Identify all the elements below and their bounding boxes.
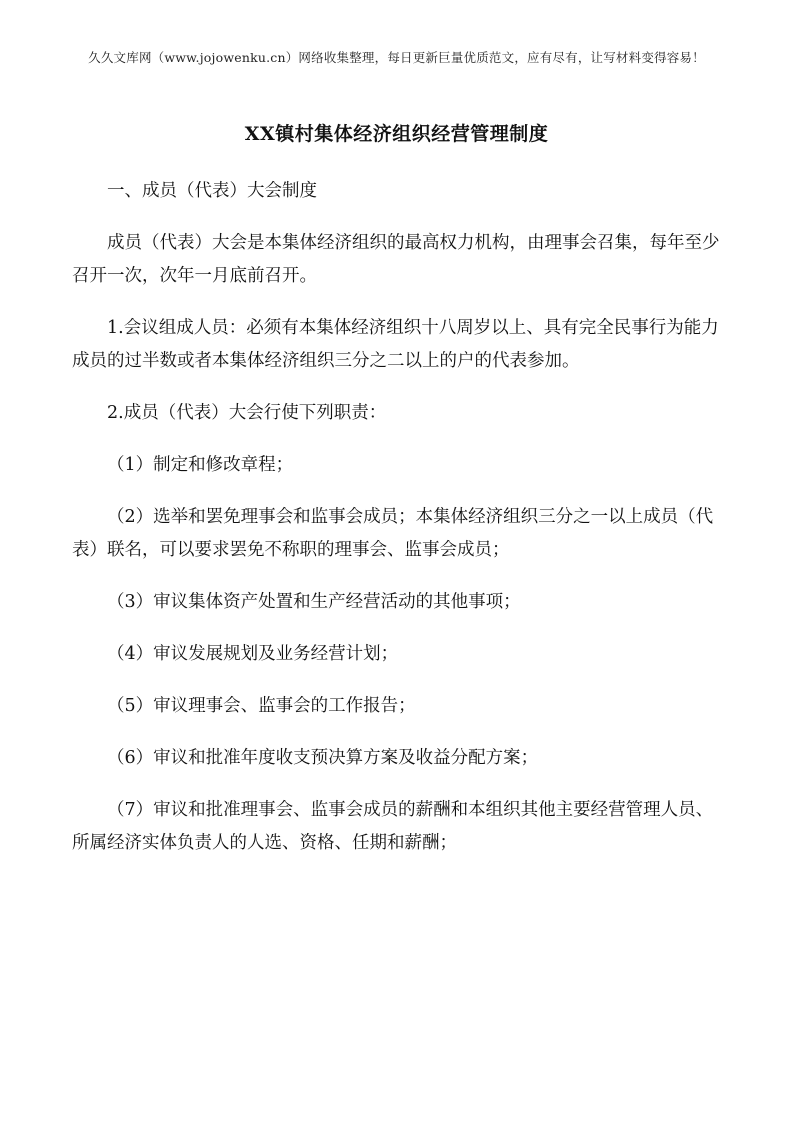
paragraph: 1.会议组成人员：必须有本集体经济组织十八周岁以上、具有完全民事行为能力成员的过半数或者本集体经济组织三分之二以上的户的代表参加。 — [72, 318, 719, 371]
list-item: （6）审议和批准年度收支预决算方案及收益分配方案； — [107, 748, 539, 768]
list-item: （4）审议发展规划及业务经营计划； — [107, 644, 399, 664]
document-title: XX镇村集体经济组织经营管理制度 — [244, 123, 549, 145]
paragraph: 成员（代表）大会是本集体经济组织的最高权力机构，由理事会召集，每年至少召开一次，次年一月底前召开。 — [72, 233, 720, 286]
section-heading: 一、成员（代表）大会制度 — [107, 181, 317, 201]
list-item: （1）制定和修改章程； — [107, 455, 294, 475]
paragraph: 2.成员（代表）大会行使下列职责： — [107, 403, 387, 423]
list-item: （3）审议集体资产处置和生产经营活动的其他事项； — [107, 592, 521, 612]
list-item: （5）审议理事会、监事会的工作报告； — [107, 696, 416, 716]
page-header: 久久文库网（www.jojowenku.cn）网络收集整理，每日更新巨量优质范文，应有尽有，让写材料变得容易！ — [88, 50, 705, 65]
list-item: （2）选举和罢免理事会和监事会成员；本集体经济组织三分之一以上成员（代表）联名，可以要求罢免不称职的理事会、监事会成员； — [72, 507, 714, 560]
list-item: （7）审议和批准理事会、监事会成员的薪酬和本组织其他主要经营管理人员、所属经济实体负责人的人选、资格、任期和薪酬； — [72, 800, 714, 853]
document-body — [72, 175, 724, 879]
